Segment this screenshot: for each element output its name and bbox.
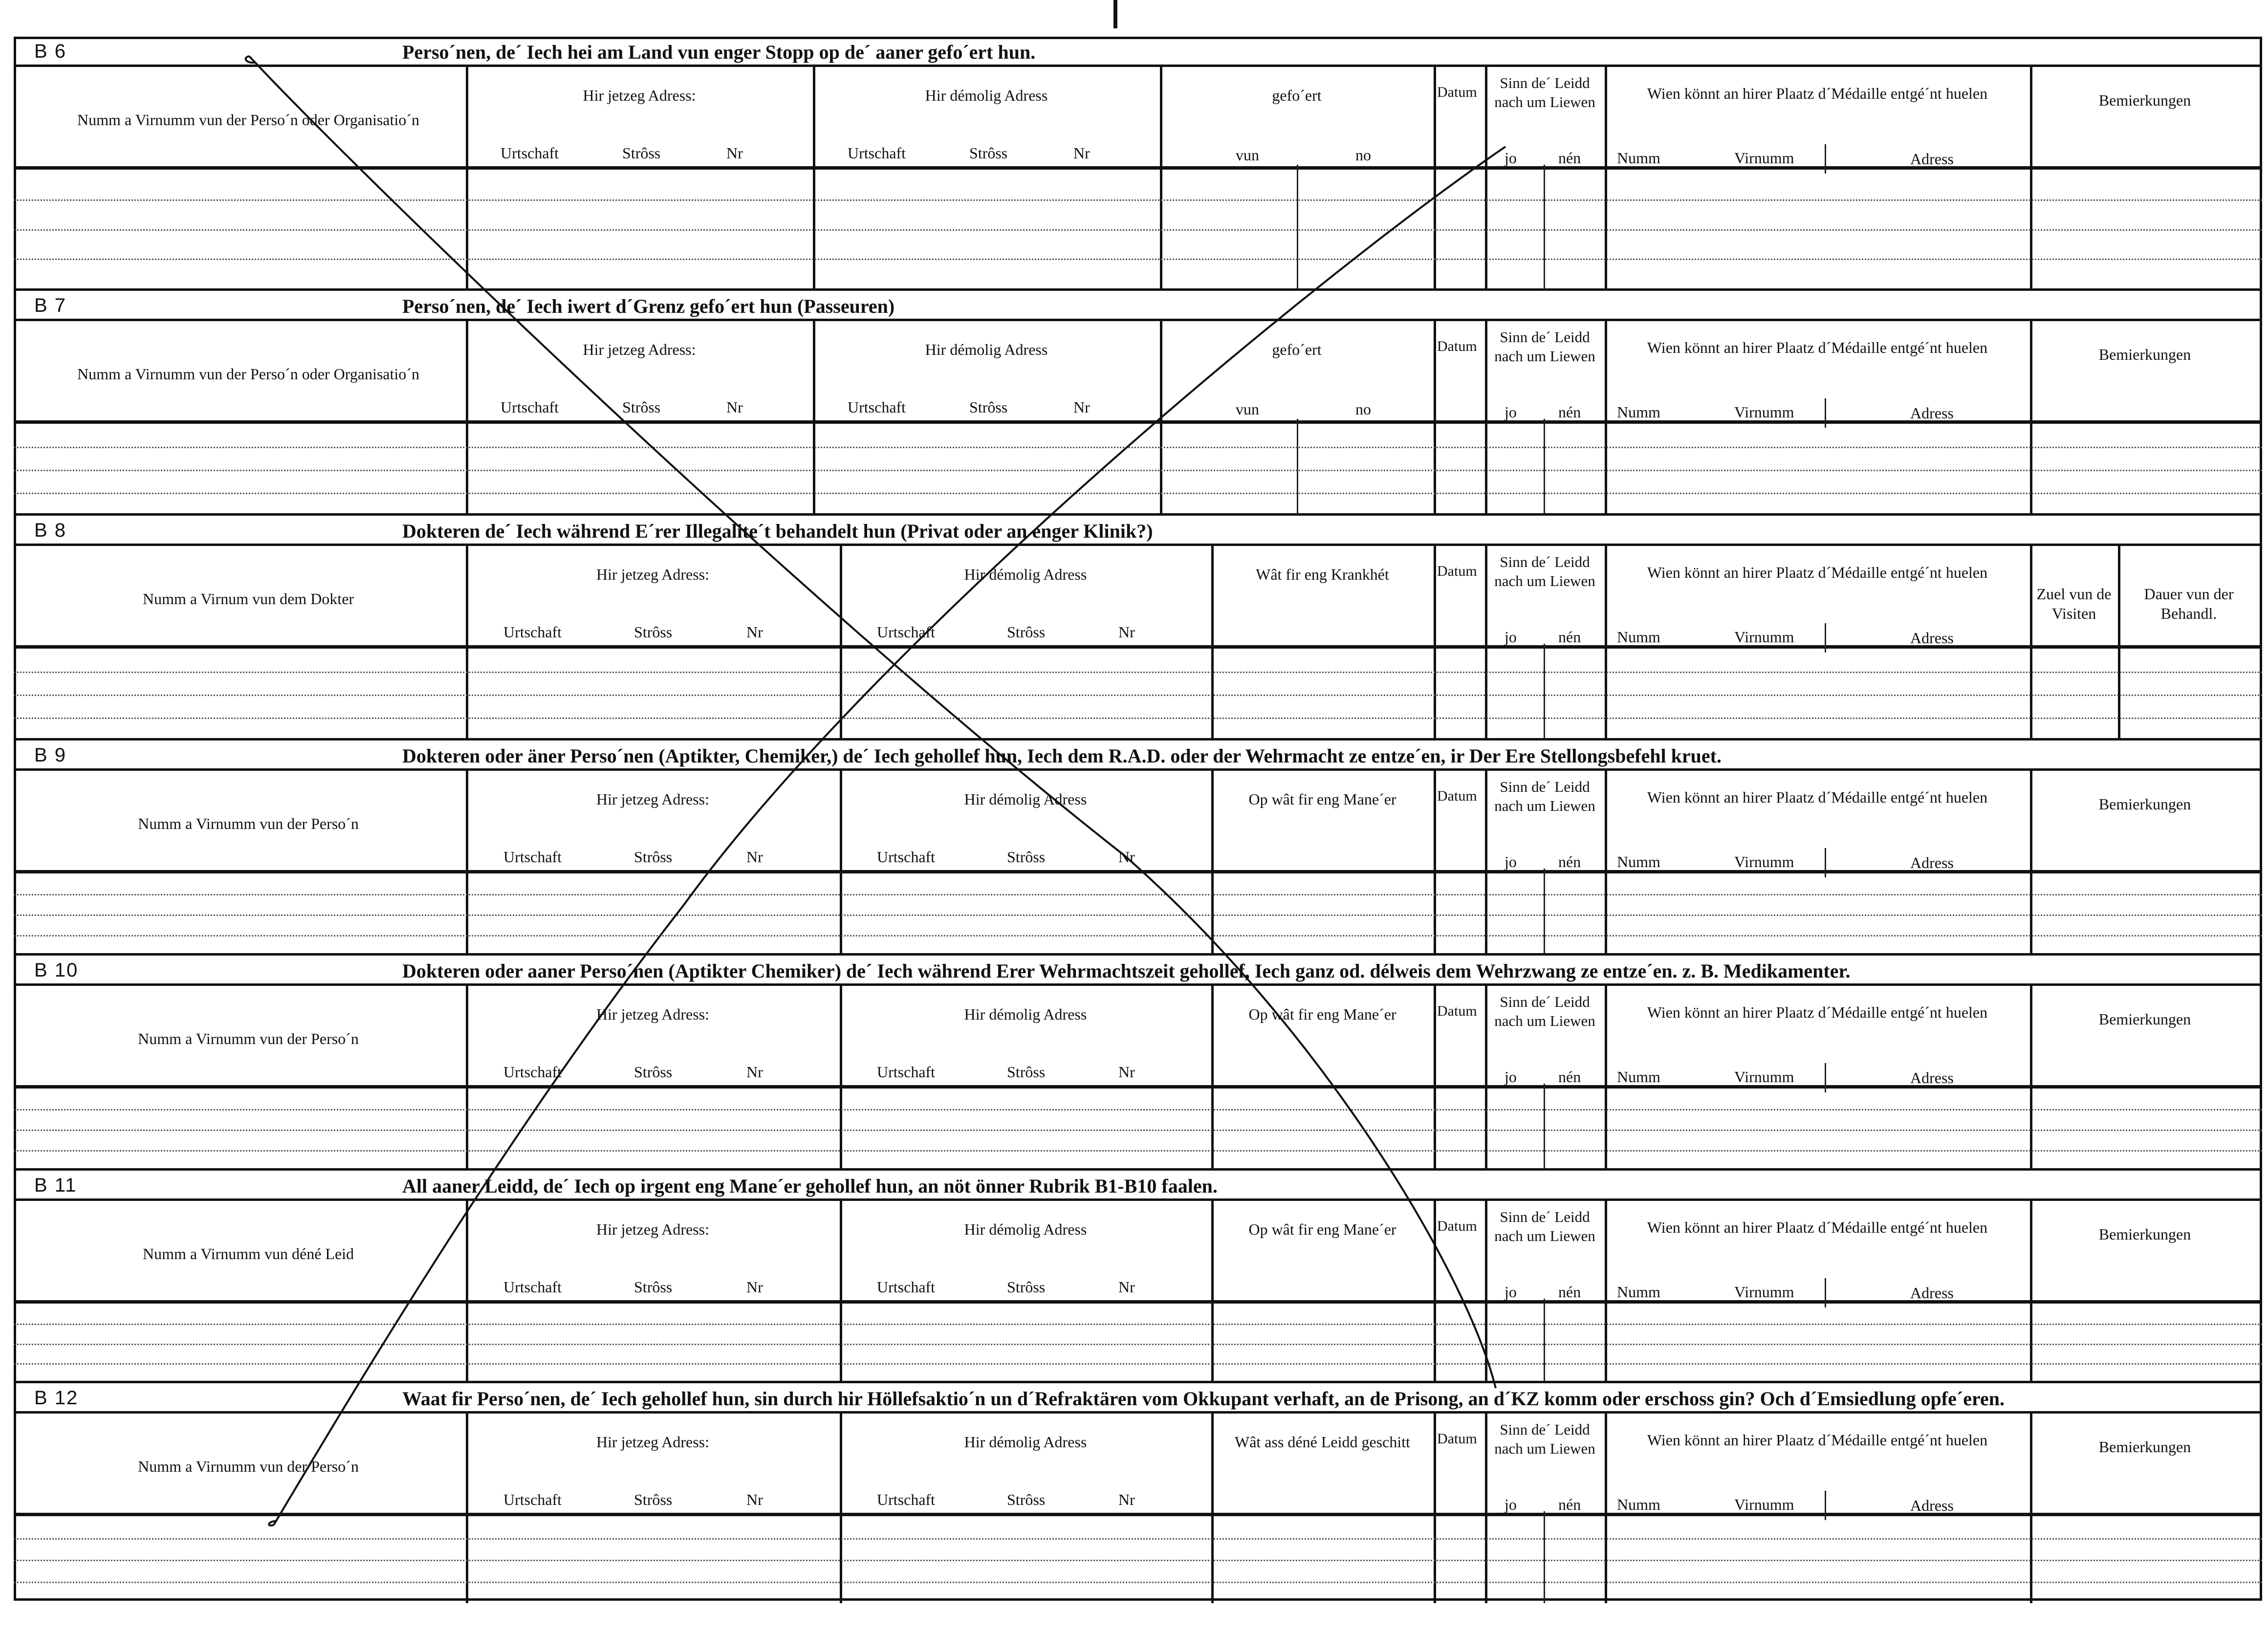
current-address-header: Hir jetzeg Adress: (596, 566, 710, 583)
alive-yes-label: jo (1505, 1496, 1517, 1513)
conveyed-from-label: vun (1236, 400, 1259, 418)
former-address-header: Hir démolig Adress (964, 1005, 1087, 1023)
name-column-header: Numm a Virnumm vun der Perso´n (138, 1030, 359, 1047)
section-code: B 9 (34, 744, 67, 766)
former-address-town: Urtschaft (848, 144, 906, 162)
former-address-street: Strôss (1007, 623, 1046, 641)
remarks-column-header: Bemierkungen (2098, 91, 2191, 109)
current-address-number: Nr (726, 144, 743, 162)
alive-yes-label: jo (1505, 149, 1517, 167)
former-address-town: Urtschaft (877, 848, 936, 866)
medal-column-header: Wien könnt an hirer Plaatz d´Médaille entgé´nt huelen (1647, 788, 1988, 806)
former-address-town: Urtschaft (877, 1278, 936, 1296)
former-address-number: Nr (1073, 398, 1090, 416)
section-title: Dokteren de´ Iech während E´rer Illegalite´t behandelt hun (Privat oder an enger Klinik?) (402, 520, 1153, 542)
former-address-header: Hir démolig Adress (964, 1433, 1087, 1451)
current-address-number: Nr (746, 1278, 763, 1296)
medal-name-label: Numm (1617, 1283, 1660, 1301)
medal-name-label: Numm (1617, 1496, 1660, 1513)
duration-column-header: Dauer vun der Behandl. (2144, 585, 2234, 622)
current-address-street: Strôss (634, 848, 673, 866)
current-address-header: Hir jetzeg Adress: (583, 87, 696, 104)
middle-column-header: gefo´ert (1272, 341, 1322, 358)
former-address-number: Nr (1118, 623, 1135, 641)
former-address-street: Strôss (969, 144, 1008, 162)
current-address-number: Nr (746, 1491, 763, 1508)
name-column-header: Numm a Virnumm vun der Perso´n oder Organisatio´n (77, 111, 419, 129)
alive-no-label: nén (1558, 1068, 1581, 1086)
current-address-town: Urtschaft (501, 144, 559, 162)
alive-column-header: Sinn de´ Leidd nach um Liewen (1494, 328, 1595, 365)
current-address-header: Hir jetzeg Adress: (596, 1433, 710, 1451)
alive-no-label: nén (1558, 628, 1581, 646)
middle-column-header: Op wât fir eng Mane´er (1248, 1220, 1396, 1238)
former-address-street: Strôss (969, 398, 1008, 416)
medal-address-label: Adress (1910, 629, 1954, 647)
alive-column-header: Sinn de´ Leidd nach um Liewen (1494, 778, 1595, 814)
name-column-header: Numm a Virnum vun dem Dokter (142, 590, 354, 608)
medal-column-header: Wien könnt an hirer Plaatz d´Médaille entgé´nt huelen (1647, 1431, 1988, 1449)
current-address-street: Strôss (634, 623, 673, 641)
former-address-town: Urtschaft (877, 1491, 936, 1508)
medal-name-label: Numm (1617, 628, 1660, 646)
medal-firstname-label: Virnumm (1734, 1068, 1794, 1086)
alive-yes-label: jo (1505, 853, 1517, 871)
alive-column-header: Sinn de´ Leidd nach um Liewen (1494, 1208, 1595, 1244)
former-address-header: Hir démolig Adress (964, 566, 1087, 583)
section-title: Dokteren oder aaner Perso´nen (Aptikter Chemiker) de´ Iech während Erer Wehrmachtszeit gehollef, Iech ganz od. délweis dem Wehrzwang ze entze´en. z. B. Medikamenter. (402, 960, 1851, 982)
medal-address-label: Adress (1910, 1284, 1954, 1302)
former-address-town: Urtschaft (877, 1063, 936, 1081)
date-column-header: Datum (1437, 563, 1477, 579)
alive-column-header: Sinn de´ Leidd nach um Liewen (1494, 1421, 1595, 1457)
medal-firstname-label: Virnumm (1734, 1496, 1794, 1513)
alive-column-header: Sinn de´ Leidd nach um Liewen (1494, 74, 1595, 110)
name-column-header: Numm a Virnumm vun der Perso´n (138, 1458, 359, 1475)
alive-no-label: nén (1558, 1496, 1581, 1513)
current-address-street: Strôss (622, 398, 661, 416)
middle-column-header: Op wât fir eng Mane´er (1248, 790, 1396, 808)
current-address-number: Nr (746, 1063, 763, 1081)
former-address-number: Nr (1118, 1063, 1135, 1081)
current-address-header: Hir jetzeg Adress: (596, 1220, 710, 1238)
current-address-town: Urtschaft (503, 1491, 562, 1508)
medal-column-header: Wien könnt an hirer Plaatz d´Médaille entgé´nt huelen (1647, 339, 1988, 356)
medal-firstname-label: Virnumm (1734, 149, 1794, 167)
former-address-header: Hir démolig Adress (964, 1220, 1087, 1238)
date-column-header: Datum (1437, 338, 1477, 354)
current-address-town: Urtschaft (503, 1278, 562, 1296)
alive-yes-label: jo (1505, 1068, 1517, 1086)
former-address-street: Strôss (1007, 1063, 1046, 1081)
current-address-town: Urtschaft (501, 398, 559, 416)
name-column-header: Numm a Virnumm vun der Perso´n (138, 815, 359, 832)
alive-no-label: nén (1558, 403, 1581, 421)
conveyed-to-label: no (1355, 400, 1371, 418)
alive-yes-label: jo (1505, 1283, 1517, 1301)
medal-firstname-label: Virnumm (1734, 403, 1794, 421)
current-address-town: Urtschaft (503, 1063, 562, 1081)
current-address-town: Urtschaft (503, 623, 562, 641)
former-address-header: Hir démolig Adress (925, 341, 1048, 358)
alive-no-label: nén (1558, 1283, 1581, 1301)
remarks-column-header: Bemierkungen (2098, 1225, 2191, 1243)
section-code: B 11 (34, 1175, 77, 1196)
diagonal-stroke-2 (274, 147, 1505, 1525)
medal-address-label: Adress (1910, 1497, 1954, 1514)
section-title: Waat fir Perso´nen, de´ Iech gehollef hun, sin durch hir Höllefsaktio´n un d´Refraktären vom Okkupant verhaft, an de Prisong, an d´KZ komm oder erschoss gin? Och d´Emsiedlung opfe´eren. (402, 1388, 2005, 1410)
medal-column-header: Wien könnt an hirer Plaatz d´Médaille entgé´nt huelen (1647, 1003, 1988, 1021)
date-column-header: Datum (1437, 1218, 1477, 1234)
remarks-column-header: Bemierkungen (2098, 795, 2191, 813)
section-code: B 7 (34, 295, 67, 316)
current-address-header: Hir jetzeg Adress: (596, 790, 710, 808)
current-address-number: Nr (746, 623, 763, 641)
former-address-street: Strôss (1007, 848, 1046, 866)
section-code: B 12 (34, 1387, 79, 1409)
former-address-town: Urtschaft (848, 398, 906, 416)
former-address-header: Hir démolig Adress (964, 790, 1087, 808)
date-column-header: Datum (1437, 84, 1477, 100)
middle-column-header: gefo´ert (1272, 87, 1322, 104)
former-address-header: Hir démolig Adress (925, 87, 1048, 104)
alive-yes-label: jo (1505, 628, 1517, 646)
conveyed-from-label: vun (1236, 146, 1259, 164)
name-column-header: Numm a Virnumm vun déné Leid (142, 1245, 354, 1263)
middle-column-header: Wât ass déné Leidd geschitt (1235, 1433, 1410, 1451)
current-address-header: Hir jetzeg Adress: (583, 341, 696, 358)
former-address-number: Nr (1118, 848, 1135, 866)
section-title: Dokteren oder äner Perso´nen (Aptikter, Chemiker,) de´ Iech gehollef hun, Iech dem R.A.D. oder der Wehrmacht ze entze´en, ir Der Ere Stellongsbefehl kruet. (402, 745, 1722, 767)
former-address-number: Nr (1118, 1491, 1135, 1508)
current-address-header: Hir jetzeg Adress: (596, 1005, 710, 1023)
former-address-number: Nr (1073, 144, 1090, 162)
medal-name-label: Numm (1617, 149, 1660, 167)
former-address-street: Strôss (1007, 1491, 1046, 1508)
medal-address-label: Adress (1910, 150, 1954, 168)
medal-address-label: Adress (1910, 1069, 1954, 1087)
former-address-town: Urtschaft (877, 623, 936, 641)
alive-yes-label: jo (1505, 403, 1517, 421)
current-address-number: Nr (726, 398, 743, 416)
date-column-header: Datum (1437, 1431, 1477, 1447)
current-address-street: Strôss (622, 144, 661, 162)
medal-column-header: Wien könnt an hirer Plaatz d´Médaille entgé´nt huelen (1647, 85, 1988, 102)
alive-column-header: Sinn de´ Leidd nach um Liewen (1494, 553, 1595, 589)
section-code: B 8 (34, 520, 67, 541)
medal-name-label: Numm (1617, 403, 1660, 421)
medal-firstname-label: Virnumm (1734, 853, 1794, 871)
alive-column-header: Sinn de´ Leidd nach um Liewen (1494, 993, 1595, 1029)
medal-address-label: Adress (1910, 854, 1954, 871)
medal-firstname-label: Virnumm (1734, 1283, 1794, 1301)
section-title: Perso´nen, de´ Iech iwert d´Grenz gefo´ert hun (Passeuren) (402, 295, 895, 317)
current-address-number: Nr (746, 848, 763, 866)
date-column-header: Datum (1437, 1003, 1477, 1019)
medal-address-label: Adress (1910, 404, 1954, 422)
medal-firstname-label: Virnumm (1734, 628, 1794, 646)
alive-no-label: nén (1558, 853, 1581, 871)
date-column-header: Datum (1437, 788, 1477, 804)
former-address-street: Strôss (1007, 1278, 1046, 1296)
current-address-street: Strôss (634, 1063, 673, 1081)
visits-column-header: Zuel vun de Visiten (2036, 585, 2112, 622)
section-code: B 10 (34, 959, 79, 981)
remarks-column-header: Bemierkungen (2098, 346, 2191, 363)
middle-column-header: Op wât fir eng Mane´er (1248, 1005, 1396, 1023)
diagonal-stroke-1 (249, 56, 1496, 1388)
remarks-column-header: Bemierkungen (2098, 1438, 2191, 1456)
alive-no-label: nén (1558, 149, 1581, 167)
medal-name-label: Numm (1617, 1068, 1660, 1086)
former-address-number: Nr (1118, 1278, 1135, 1296)
middle-column-header: Wât fir eng Krankhét (1256, 566, 1389, 583)
section-code: B 6 (34, 41, 67, 62)
current-address-street: Strôss (634, 1278, 673, 1296)
medal-column-header: Wien könnt an hirer Plaatz d´Médaille entgé´nt huelen (1647, 1219, 1988, 1236)
medal-name-label: Numm (1617, 853, 1660, 871)
conveyed-to-label: no (1355, 146, 1371, 164)
current-address-town: Urtschaft (503, 848, 562, 866)
section-title: Perso´nen, de´ Iech hei am Land vun enger Stopp op de´ aaner gefo´ert hun. (402, 41, 1036, 63)
name-column-header: Numm a Virnumm vun der Perso´n oder Organisatio´n (77, 365, 419, 383)
medal-column-header: Wien könnt an hirer Plaatz d´Médaille entgé´nt huelen (1647, 564, 1988, 581)
section-title: All aaner Leidd, de´ Iech op irgent eng Mane´er gehollef hun, an nöt önner Rubrik B1-B10 faalen. (402, 1175, 1218, 1197)
current-address-street: Strôss (634, 1491, 673, 1508)
remarks-column-header: Bemierkungen (2098, 1010, 2191, 1028)
